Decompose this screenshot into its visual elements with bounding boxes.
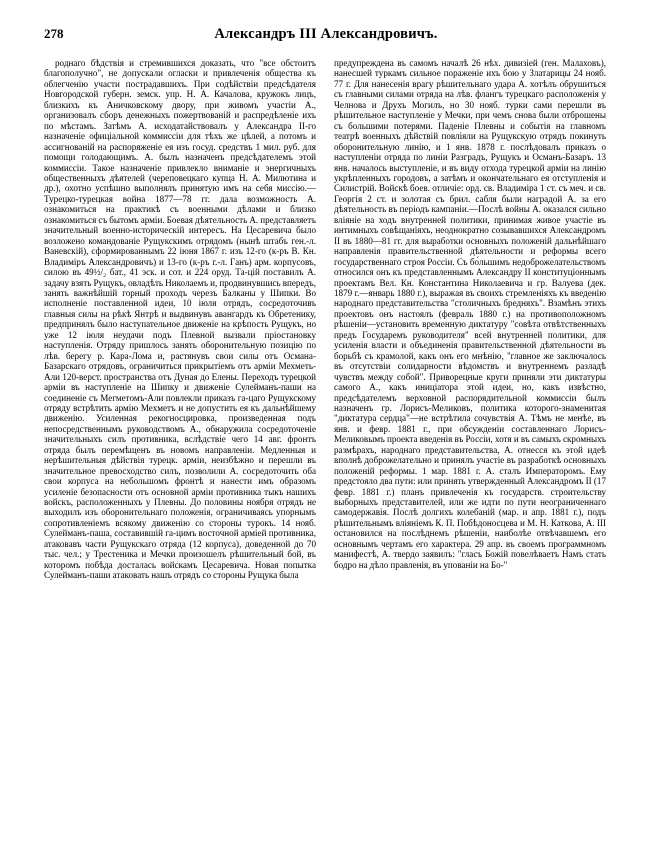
- text-columns: [44, 58, 606, 836]
- page-header: [44, 26, 606, 46]
- paragraph: предупреждена въ самомъ началѣ 26 нѣх. дивизіей (ген. Малаховъ), нанесшей туркамъ сильное пораженіе ихъ бою у Златарицы 24 нояб. 77 г. Для нанесенія врагу рѣшительнаго удара А. хотѣлъ обрушиться съ главными силами отряда на лѣв. флангъ турецкаго расположенія у Челнова и Друхъ Могилъ, но 30 нояб. турки сами перешли въ рѣшительное наступленіе у Мечки, при чемъ снова были отброшены съ большими потерями. Паденіе Плевны и событія на главномъ театрѣ военныхъ дѣйствій повліяли на Рущукскую отрядъ покинуть оборонительную линію, и 1 янв. 1878 г. послѣдовалъ приказъ о наступленіи отряда по линіи Разградъ, Рущукъ и Османъ-Базаръ. 13 янв. началось выступленіе, и въ виду отхода турецкой арміи на линію укрѣпленныхъ городовъ, а затѣмъ и окончательнаго ея отступленія и Силистрій. Войскѣ боев. отличіе: орд. св. Владиміра 1 ст. съ меч. и св. Георгія 2 ст. и золотая съ брил. сабля были наградой А. за его дѣятельность въ періодъ кампаніи.—Послѣ войны А. оказался сильно вліяніе на ходъ внутренней политики, принимая живое участіе въ интимныхъ совѣщаніяхъ, неоднократно созывавшихся Александромъ II въ 1880—81 гг. для выработки основныхъ положеній дальнѣйшаго направленія правительственной дѣятельности и реформы всего государственнаго строя Россіи. Съ бо́льшимъ недоброжелательствомъ относился онъ къ представленнымъ Александру II конституціоннымъ проектамъ Вел. Кн. Константина Николаевича и гр. Валуева (дек. 1879 г.—январь 1880 г.), выражая въ своихъ стремленіяхъ къ введенію народнаго представительства "столичныхъ бредняхъ". Взамѣнъ этихъ проектовъ онъ настоялъ (февраль 1880 г.) на противоположномъ рѣшеніи—установить временную диктатуру "совѣта отвѣтственныхъ предъ Государемъ руководителя" всей внутренней политики, для усиленія власти и объединенія правительственной дѣятельности въ борьбѣ съ крамолой, какъ онъ его мнѣнію, "главное же заключалось въ отсутствіи солидарности вѣдомствъ и внутреннемъ разладѣ чувствъ между собой". Приворецные круги приняли эти диктатуры самого А., какъ иниціатора этой идеи, но, какъ извѣстно, предсѣдателемъ верховной распорядительной коммиссіи былъ назначенъ гр. Лорисъ-Меликовъ, политика которого-знаменитая "диктатура сердца"—не встрѣтила сочувствія А. Тѣмъ не менѣе, въ янв. и февр. 1881 г., при обсужденіи составленнаго Лорисъ-Меликовымъ проекта введенія въ Россіи, хотя и въ самыхъ скромныхъ размѣрахъ, народнаго представительства, А. отнесся къ этой идеѣ вполнѣ доброжелательно и принялъ участіе въ разработкѣ основныхъ положеній реформы. 1 мар. 1881 г. А. сталъ Императоромъ. Ему предстояло два пути: или принять утвержденный Александромъ II (17 февр. 1881 г.) планъ привлеченія къ государств. строительству выборныхъ представителей, или же идти по пути неограниченнаго самодержавія. Послѣ долгихъ колебаній (мар. и апр. 1881 г.), подъ рѣшительнымъ вліяніемъ К. П. Побѣдоносцева и М. Н. Каткова, А. III остановился на послѣднемъ рѣшеніи, наиболѣе отвѣчавшемъ его основнымъ чертамъ его характера. 29 апр. въ своемъ программномъ манифестѣ, А. твердо заявилъ: "гласъ Божій повелѣваетъ Намъ стать бодро на дѣло правленія, въ упованіи на Бо-": [334, 58, 606, 570]
- column-left: [44, 58, 316, 836]
- page-number: 278: [44, 26, 64, 41]
- paragraph: роднаго бѣдствія и стремившихся доказать, что "все обстоитъ благополучно", не допускали огласки и привлеченія общества къ облегченію участи пострадавшихъ. При содѣйствіи предсѣдателя Новгородской губерн. земск. упр. Н. А. Качалова, кружокъ лицъ, близкихъ къ Аничковскому двору, при живомъ участіи А., организовалъ сборъ денежныхъ пожертвованій и распредѣленіе ихъ по мѣстамъ. Затѣмъ А. исходатайствовалъ у Александра II-го назначеніе офиціальной коммиссіи для тѣхъ же цѣлей, а потомъ и ассигнованій на распоряженіе ея изъ госуд. средствъ 1 мил. руб. для помощи голодающимъ. А. былъ назначенъ предсѣдателемъ этой коммиссіи. Такое назначеніе привлекло вниманіе и энергичныхъ общественныхъ дѣятелей (череповецкаго купца Н. А. Милютина и др.), охотно успѣшно выполнялъ принятую имъ на себя миссію.—Турецко-турецкая война 1877—78 гг. дала возможность А. ознакомиться на практикѣ съ военными дѣлами и близко ознакомиться съ бытомъ арміи. Боевая дѣятельность А. представляетъ значительный военно-историческій интересъ. На Цесаревича было возложено командованіе Рущукскимъ отрядомъ (нынѣ штабъ ген.-л. Ваневскій), сформированнымъ 22 іюня 1867 г. изъ 12-го (к-ръ В. Кн. Владиміръ Александровичъ) и 13-го (к-ръ г.-л. Ганъ) арм. корпусовъ, силою въ 49½/₂ бат., 41 эск. и сот. и 224 оруд. Та-цій поставилъ А. задачу взять Рущукъ, овладѣть Николаемъ и, продвинувшись впередъ, занять важнѣйшій горный проходъ черезъ Балканы у Шипки. Во исполненіе поставленной идеи, 10 іюля отрядъ, сосредоточивъ главныя силы на рѣкѣ Янтрѣ и выдвинувъ авангардъ къ Обретенику, предпринялъ было наступательное движеніе на крѣпость Рущукъ, но уже 12 іюля неудачи подъ Плевной вызвали пріостановку наступленія. Отряду пришлось занять оборонительную позицію по лѣв. берегу р. Кара-Лома и, растянувъ свои силы отъ Османа-Базарскаго отрядовъ, ограничиться прикрытіемъ отъ арміи Мехметь-Али 120-верст. пространства отъ Дуная до Елены. Переходъ турецкой арміи въ наступленіе на Шипку и движеніе Сулейманъ-паши на соединеніе съ Мегметомъ-Али повлекли приказъ га-цаго Рущукскому отряду встрѣтить армію Мехметъ и не допустить ея къ дальнѣйшему движенію. Усиленная рекогносцировка, произведенная подъ непосредственнымъ руководствомъ А., обнаружила сосредоточеніе значительныхъ силъ противника, вслѣдствіе чего 14 авг. фронтъ отряда былъ перемѣщенъ въ новомъ направленіи. Медленныя и нерѣшительныя дѣйствія турецк. арміи, неизбѣжно и перешли въ значительное превосходство силъ, позволили А. сосредоточить оба свои корпуса на небольшомъ фронтѣ и нанести имъ образомъ усиленіе безопасности отъ основной арміи противника тыкъ нашихъ войскъ, расположенныхъ у Плевны. До половины ноября отрядъ не выходилъ изъ оборонительнаго положенія, ограничиваясь упорнымъ сопротивленіемъ всякому движенію со стороны турокъ. 14 нояб. Сулейманъ-паша, составившій га-цимъ восточной арміей противника, атаковавъ части Рущукскаго отряда (12 корпуса), доведенной до 70 тыс. чел.; у Трестеника и Мечки произошелъ рѣшительный бой, въ которомъ побѣда досталась войскамъ Цесаревича. Новая попытка Сулейманъ-паши атаковать нашъ отрядъ со стороны Рущука была: [44, 58, 316, 581]
- running-title: Александръ III Александровичъ.: [214, 26, 438, 42]
- column-right: [334, 58, 606, 836]
